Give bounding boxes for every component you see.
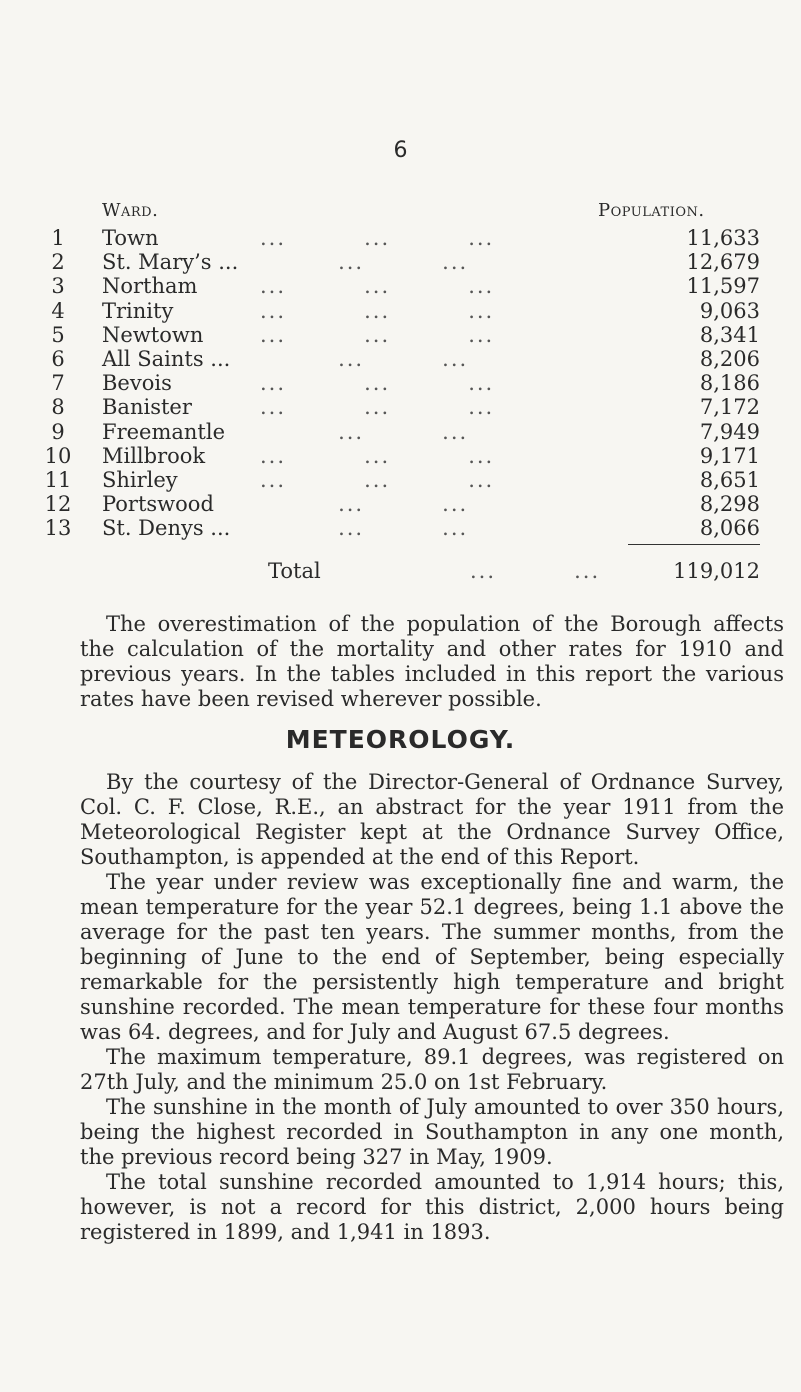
ward-name: Shirley bbox=[102, 467, 178, 492]
ward-population: 8,186 bbox=[699, 371, 760, 396]
leader-dots: ... ... ... bbox=[260, 298, 495, 323]
ward-population: 9,063 bbox=[699, 298, 760, 323]
body-paragraph: The maximum temperature, 89.1 degrees, was registered on 27th July, and the minimum 25.0 on 1st February. bbox=[80, 1045, 784, 1094]
ward-name: Portswood bbox=[102, 492, 214, 517]
ward-column-header: Ward. bbox=[102, 200, 159, 221]
intro-paragraph: The overestimation of the population of the Borough affects the calculation of the mortality and other rates for 1910 and previous years. In the tables included in this report the various rates have been revised wherever possible. bbox=[80, 612, 784, 711]
ward-name: St. Mary’s ... bbox=[102, 250, 239, 275]
ward-number: 12 bbox=[44, 492, 72, 517]
leader-dots: ... ... ... bbox=[260, 322, 495, 347]
page-number: 6 bbox=[393, 138, 408, 163]
population-column-header: Population. bbox=[598, 200, 705, 221]
ward-name: St. Denys ... bbox=[102, 516, 231, 541]
body-paragraph: By the courtesy of the Director-General of Ordnance Survey, Col. C. F. Close, R.E., an abstract for the year 1911 from the Meteorological Register kept at the Ordnance Survey Office, Southampton, is appended at the end of this Report. bbox=[80, 770, 784, 869]
leader-dots: ... ... ... bbox=[260, 443, 495, 468]
ward-number: 9 bbox=[51, 419, 65, 444]
leader-dots: ... ... bbox=[260, 516, 469, 541]
body-paragraph: The total sunshine recorded amounted to 1,914 hours; this, however, is not a record for this district, 2,000 hours being registered in 1899, and 1,941 in 1893. bbox=[80, 1170, 784, 1244]
table-row bbox=[40, 347, 760, 371]
table-row bbox=[40, 274, 760, 298]
leader-dots: ... ... ... bbox=[260, 226, 495, 250]
ward-population: 8,066 bbox=[699, 516, 760, 541]
table-header bbox=[40, 200, 760, 226]
table-row bbox=[40, 468, 760, 492]
leader-dots: ... ... ... bbox=[260, 274, 495, 299]
body-paragraph: The sunshine in the month of July amounted to over 350 hours, being the highest recorded in Southampton in any one month, the previous record being 327 in May, 1909. bbox=[80, 1095, 784, 1169]
ward-name: Town bbox=[102, 226, 159, 250]
table-row bbox=[40, 395, 760, 419]
section-heading: METEOROLOGY. bbox=[285, 725, 516, 754]
leader-dots: ... ... bbox=[260, 346, 469, 371]
table-row bbox=[40, 250, 760, 274]
ward-number: 4 bbox=[51, 298, 65, 323]
ward-number: 5 bbox=[51, 322, 65, 347]
ward-number: 2 bbox=[51, 250, 65, 275]
total-row bbox=[40, 558, 760, 584]
ward-number: 13 bbox=[44, 516, 72, 541]
ward-number: 3 bbox=[51, 274, 65, 299]
ward-population: 11,633 bbox=[686, 226, 760, 250]
table-row bbox=[40, 516, 760, 540]
total-label: Total bbox=[268, 559, 321, 584]
ward-population: 12,679 bbox=[686, 250, 760, 275]
ward-name: All Saints ... bbox=[102, 346, 231, 371]
ward-population: 9,171 bbox=[699, 443, 760, 468]
total-leader-dots: ... ... bbox=[470, 559, 601, 584]
table-row bbox=[40, 323, 760, 347]
table-body bbox=[40, 226, 760, 540]
table-row bbox=[40, 492, 760, 516]
ward-name: Trinity bbox=[102, 298, 174, 323]
ward-population: 7,949 bbox=[699, 419, 760, 444]
ward-name: Northam bbox=[102, 274, 198, 299]
ward-number: 8 bbox=[51, 395, 65, 420]
ward-name: Banister bbox=[102, 395, 192, 420]
ward-name: Newtown bbox=[102, 322, 204, 347]
leader-dots: ... ... ... bbox=[260, 371, 495, 396]
ward-name: Freemantle bbox=[102, 419, 226, 444]
leader-dots: ... ... ... bbox=[260, 467, 495, 492]
ward-name: Millbrook bbox=[102, 443, 206, 468]
body-paragraph: The year under review was exceptionally fine and warm, the mean temperature for the year 52.1 degrees, being 1.1 above the average for the past ten years. The summer months, from the beginning of June to the end of September, being especially remarkable for the persistently high temperature and bright sunshine recorded. The mean temperature for these four months was 64. degrees, and for July and August 67.5 degrees. bbox=[80, 870, 784, 1044]
ward-name: Bevois bbox=[102, 371, 172, 396]
leader-dots: ... ... ... bbox=[260, 395, 495, 420]
leader-dots: ... ... bbox=[260, 250, 469, 275]
total-value: 119,012 bbox=[673, 559, 760, 584]
ward-population: 8,206 bbox=[699, 346, 760, 371]
table-row bbox=[40, 420, 760, 444]
ward-population: 8,341 bbox=[699, 322, 760, 347]
table-row bbox=[40, 444, 760, 468]
ward-number: 6 bbox=[51, 346, 65, 371]
ward-population: 8,298 bbox=[699, 492, 760, 517]
table-row bbox=[40, 226, 760, 250]
ward-population-table bbox=[40, 200, 760, 584]
ward-number: 7 bbox=[51, 371, 65, 396]
ward-number: 11 bbox=[44, 467, 72, 492]
leader-dots: ... ... bbox=[260, 492, 469, 517]
table-row bbox=[40, 371, 760, 395]
intro-paragraph-block bbox=[80, 612, 784, 712]
ward-number: 1 bbox=[51, 226, 65, 250]
meteorology-body bbox=[80, 770, 784, 1245]
ward-population: 7,172 bbox=[699, 395, 760, 420]
ward-number: 10 bbox=[44, 443, 72, 468]
total-rule bbox=[628, 544, 760, 545]
leader-dots: ... ... bbox=[260, 419, 469, 444]
ward-population: 8,651 bbox=[699, 467, 760, 492]
ward-population: 11,597 bbox=[686, 274, 760, 299]
table-row bbox=[40, 299, 760, 323]
